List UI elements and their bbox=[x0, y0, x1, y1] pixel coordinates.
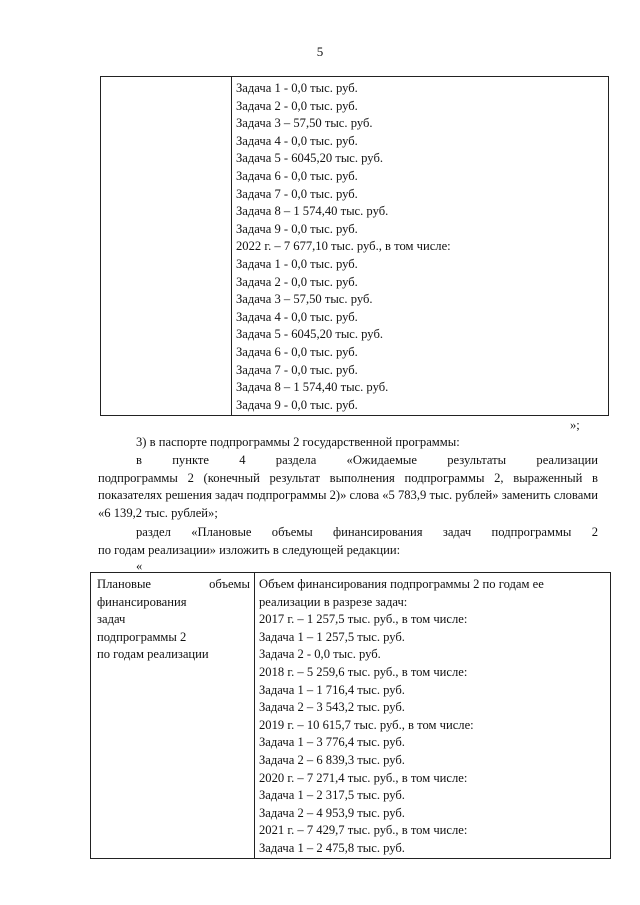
paragraph-rest: по годам реализации» изложить в следующей редакции: bbox=[98, 542, 401, 557]
top-table bbox=[100, 76, 609, 416]
table-line: Задача 2 - 0,0 тыс. руб. bbox=[259, 647, 381, 662]
word: 4 bbox=[239, 453, 246, 467]
table-line: Задача 8 – 1 574,40 тыс. руб. bbox=[236, 380, 389, 395]
table-line: 2018 г. – 5 259,6 тыс. руб., в том числе: bbox=[259, 664, 468, 679]
table-line: Задача 5 - 6045,20 тыс. руб. bbox=[236, 327, 383, 342]
table-line: Задача 8 – 1 574,40 тыс. руб. bbox=[236, 204, 389, 219]
table-line: 2021 г. – 7 429,7 тыс. руб., в том числе: bbox=[259, 823, 468, 838]
item-3-heading: 3) в паспорте подпрограммы 2 государственной программы: bbox=[136, 435, 460, 449]
top-table-left-cell bbox=[101, 77, 232, 416]
table-line: Задача 1 – 2 475,8 тыс. руб. bbox=[259, 840, 405, 855]
table-line: Задача 1 – 1 257,5 тыс. руб. bbox=[259, 629, 405, 644]
word: пункте bbox=[172, 453, 210, 467]
word: подпрограммы bbox=[491, 525, 572, 539]
table-line: Задача 6 - 0,0 тыс. руб. bbox=[236, 168, 358, 183]
table-line: Задача 1 – 2 317,5 тыс. руб. bbox=[259, 788, 405, 803]
table-line: Задача 1 – 3 776,4 тыс. руб. bbox=[259, 735, 405, 750]
paragraph-point-4 bbox=[98, 452, 598, 522]
word: в bbox=[136, 453, 142, 467]
table-line: Задача 7 - 0,0 тыс. руб. bbox=[236, 362, 358, 377]
table-line: Задача 2 – 3 543,2 тыс. руб. bbox=[259, 700, 405, 715]
table-line: Объем финансирования подпрограммы 2 по годам ее bbox=[259, 577, 544, 591]
table-line: Задача 2 – 4 953,9 тыс. руб. bbox=[259, 805, 405, 820]
word: объемы bbox=[271, 525, 313, 539]
table-line: Задача 3 – 57,50 тыс. руб. bbox=[236, 116, 373, 131]
table-line: Задача 2 - 0,0 тыс. руб. bbox=[236, 274, 358, 289]
bottom-table-left-cell bbox=[91, 573, 255, 859]
paragraph-section bbox=[98, 524, 598, 559]
top-table-right-cell bbox=[232, 77, 609, 416]
word: «Плановые bbox=[191, 525, 252, 539]
left-cell-line: задач bbox=[97, 612, 126, 627]
left-cell-line: подпрограммы 2 bbox=[97, 629, 187, 644]
table-line: реализации в разрезе задач: bbox=[259, 594, 408, 609]
word: объемы bbox=[209, 577, 250, 591]
table-line: Задача 1 – 1 716,4 тыс. руб. bbox=[259, 682, 405, 697]
paragraph-rest: подпрограммы 2 (конечный результат выполнения подпрограммы 2, выраженный в показателях решения задач подпрограммы 2)» слова «5 783,9 тыс. рублей» заменить словами «6 139,2 тыс. рублей»; bbox=[98, 470, 598, 520]
left-cell-line bbox=[97, 576, 250, 594]
paragraph-first-line bbox=[98, 524, 598, 542]
left-cell-line: по годам реализации bbox=[97, 647, 209, 662]
table-line: Задача 4 - 0,0 тыс. руб. bbox=[236, 133, 358, 148]
word: результаты bbox=[447, 453, 507, 467]
table-line: Задача 2 - 0,0 тыс. руб. bbox=[236, 98, 358, 113]
word: раздел bbox=[136, 525, 171, 539]
word: раздела bbox=[275, 453, 317, 467]
table-line: Задача 7 - 0,0 тыс. руб. bbox=[236, 186, 358, 201]
word: Плановые bbox=[97, 577, 152, 591]
table-line: 2019 г. – 10 615,7 тыс. руб., в том числе: bbox=[259, 717, 474, 732]
table-line: Задача 2 – 6 839,3 тыс. руб. bbox=[259, 752, 405, 767]
word: финансирования bbox=[333, 525, 423, 539]
word: реализации bbox=[536, 453, 598, 467]
table-line: 2017 г. – 1 257,5 тыс. руб., в том числе: bbox=[259, 612, 468, 627]
table-line: Задача 9 - 0,0 тыс. руб. bbox=[236, 221, 358, 236]
opening-quote: « bbox=[136, 559, 143, 573]
word: задач bbox=[442, 525, 472, 539]
table-line: Задача 3 – 57,50 тыс. руб. bbox=[236, 292, 373, 307]
table-line: 2020 г. – 7 271,4 тыс. руб., в том числе: bbox=[259, 770, 468, 785]
table-line: Задача 9 - 0,0 тыс. руб. bbox=[236, 397, 358, 412]
word: «Ожидаемые bbox=[346, 453, 417, 467]
table-line: Задача 5 - 6045,20 тыс. руб. bbox=[236, 151, 383, 166]
bottom-table bbox=[90, 572, 611, 859]
bottom-table-right-cell bbox=[255, 573, 611, 859]
page-number: 5 bbox=[316, 44, 324, 59]
table-line: Задача 6 - 0,0 тыс. руб. bbox=[236, 344, 358, 359]
paragraph-first-line bbox=[98, 452, 598, 470]
table-line: Задача 1 - 0,0 тыс. руб. bbox=[236, 256, 358, 271]
table-line: Задача 4 - 0,0 тыс. руб. bbox=[236, 309, 358, 324]
left-cell-text bbox=[97, 576, 250, 664]
word: 2 bbox=[591, 525, 598, 539]
left-cell-line: финансирования bbox=[97, 594, 187, 609]
table-line: 2022 г. – 7 677,10 тыс. руб., в том числе: bbox=[236, 239, 451, 254]
closing-quote: »; bbox=[570, 418, 580, 432]
table-line: Задача 1 - 0,0 тыс. руб. bbox=[236, 81, 358, 95]
